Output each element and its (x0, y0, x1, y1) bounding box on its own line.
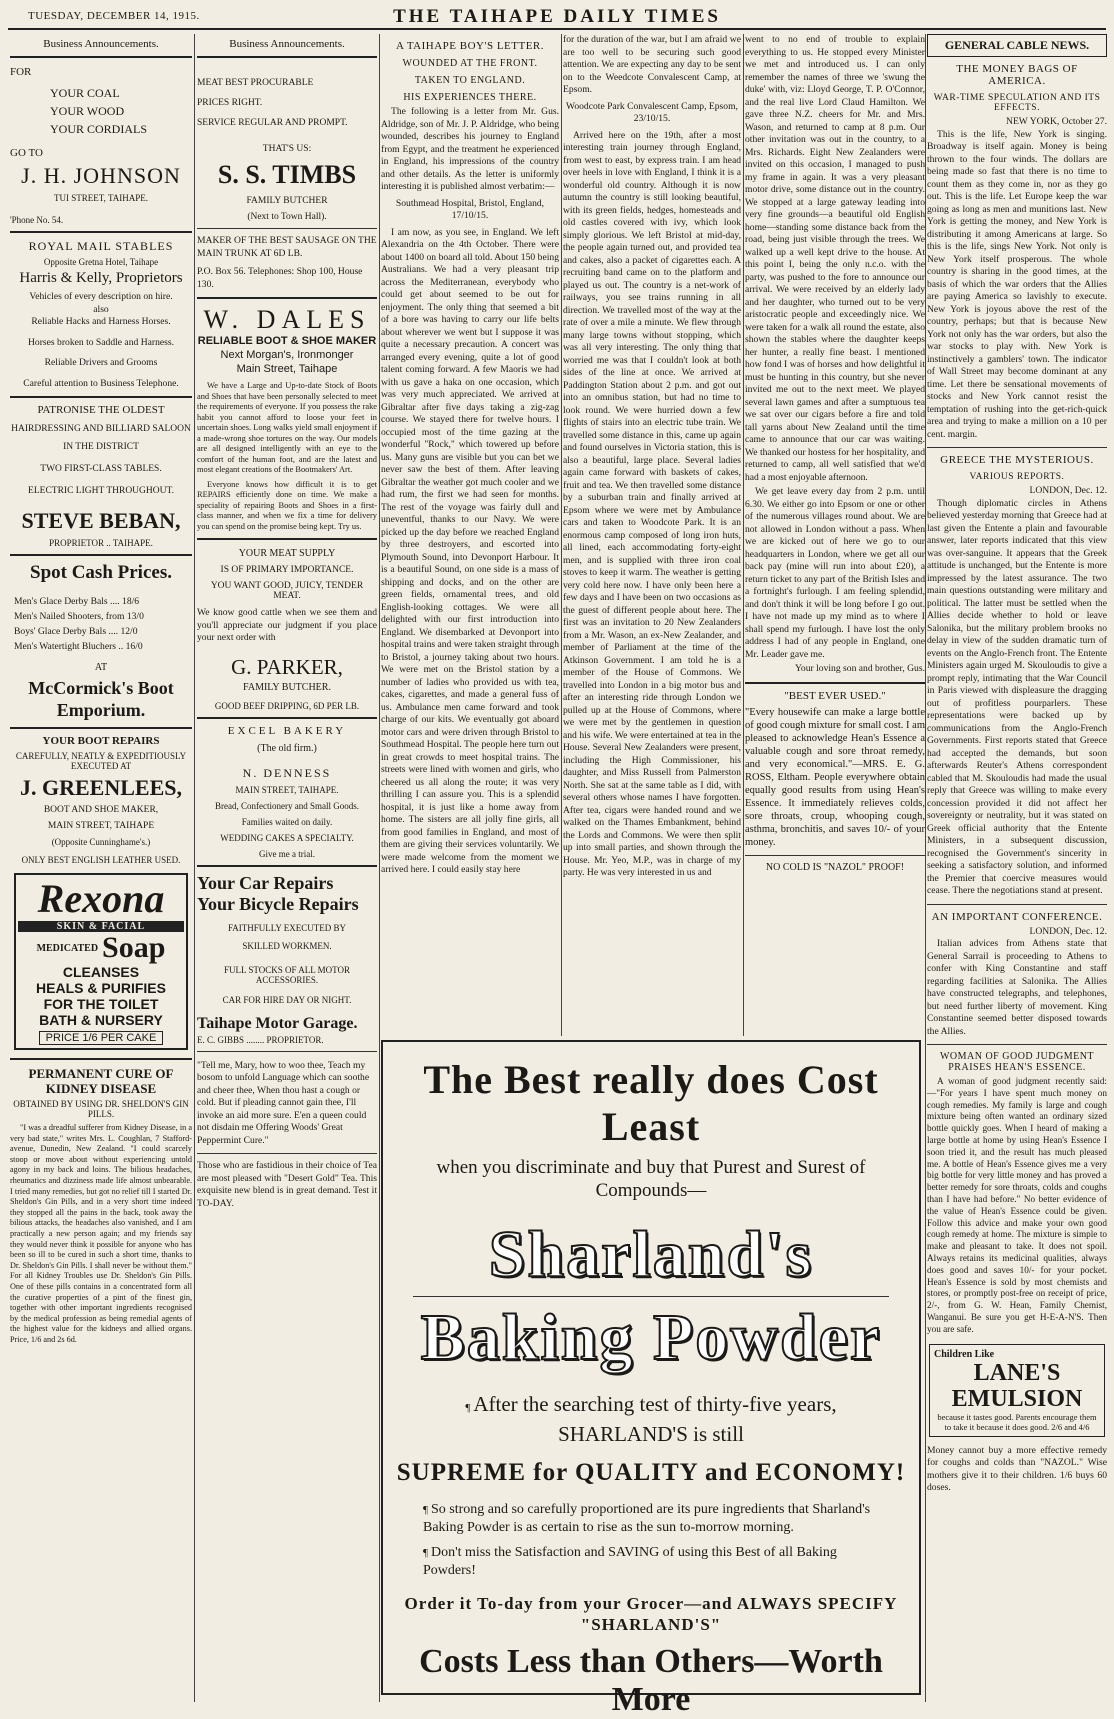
paragraph: I am now, as you see, in England. We left Alexandria on the 4th October. There were about 1400 on board all told. About 150 being Australians. We had a very pleasant trip across the Mediterranean, everybody who could get about seemed to be out for enjoyment. The only thing that seemed a bit of a bore was having to carry our life belts about wherever we went but I suppose it was quite a necessary precaution. A concert was arranged every evening, quite a lot of good talent coming forward. A few Maoris we had with us gave a haka on one occasion, which was very much appreciated. We arrived at Gibraltar after five days taking a zig-zag course. We stayed there for twelve hours. I occupied most of the time gazing at the wonderful "Rock," which towered up before us. Many guns are visible but you can bet we never saw the best of them. After leaving Gibraltar the weather got much cooler and we had rum, the first we had seen for months. The rest of the voyage was fairly dull and uneventful, thanks to our Navy. We were picked up the day before we reached England by three destroyers, and escorted into Plymouth Sound, into Devonport Harbour. It is a beautiful Sound, on one side is a mass of shipping and docks, and on the other are green fields, ornamental trees, and old English-looking cottages. We were all delighted with our first introduction into England. We disembarked at Devonport into hospital trains and were taken straight through to Bristol, a journey taking about two hours. We were met on the Bristol station by a number of ladies who provided us with tea, cakes, cigarettes, and made a general fuss of us. Ambulance men came forward and took charge of our kits. We eventually got aboard motor cars and were driven through Bristol to Southmead Hospital. The people here turn out in great crowds to meet hospital trains. The streets were lined with women and girls, who cheered us all along the route; it was very thrilling I can assure you. This is a splendid hospital, it is just like a home away from home. The sisters are all jolly fine girls, all from good families in England, and most of them are giving their services voluntarily. We were made welcome from the moment we arrived here. I could easily stay here (381, 226, 559, 875)
ad-line: Careful attention to Business Telephone. (23, 377, 179, 389)
ad-text: CAREFULLY, NEATLY & EXPEDITIOUSLY EXECUTED AT (15, 751, 187, 771)
dateline: LONDON, Dec. 12. (1029, 925, 1107, 937)
ad-price: PRICE 1/6 PER CAKE (39, 1031, 164, 1045)
paragraph: Italian advices from Athens state that General Sarrail is proceeding to Athens to confer with King Constantine and staff regarding facilities at Salonika. The Allies have constructed telegraphs, and telephones, but need further liberty of movement. King Constantine seemed better disposed towards the Allies. (927, 938, 1107, 1037)
paragraph: The following is a letter from Mr. Gus. Aldridge, son of Mr. J. P. Aldridge, who being wounded, describes his journey to England from Egypt, and the treatment he experienced in England, his impressions of the country and other details. As the letter is uniformly interesting it is published almost verbatim:— (381, 106, 559, 192)
price-item: Boys' Glace Derby Bals .... 12/0 (14, 626, 138, 637)
section-heading: Business Announcements. (43, 38, 159, 50)
ad-text: FOR THE TOILET (43, 996, 159, 1012)
column-letter-part-1 (381, 34, 559, 1036)
ad-text: MEAT BEST PROCURABLE (197, 78, 314, 88)
article-subheading: WAR-TIME SPECULATION AND ITS EFFECTS. (933, 93, 1101, 113)
ad-subheadline: when you discriminate and buy that Purest and Surest of Compounds— (436, 1157, 866, 1201)
ad-johnson (10, 66, 192, 225)
ad-text: Main Street, Taihape (236, 363, 338, 375)
ad-text: AT (94, 662, 108, 673)
ad-text: (The old firm.) (257, 742, 317, 754)
ad-title: PERMANENT CURE OF KIDNEY DISEASE (28, 1066, 174, 1096)
ad-text: PRICES RIGHT. (197, 98, 263, 108)
ad-text: Bread, Confectionery and Small Goods. (215, 800, 359, 811)
ad-point (423, 1501, 879, 1536)
ad-name: LANE'S EMULSION (951, 1359, 1083, 1412)
column-rule (925, 34, 926, 1702)
ad-text: FULL STOCKS OF ALL MOTOR ACCESSORIES. (223, 964, 351, 985)
ad-claim-text: After the searching test of thirty-five years, SHARLAND'S is still (473, 1392, 837, 1446)
article-headline: A TAIHAPE BOY'S LETTER. (395, 40, 545, 52)
ad-text: because it tastes good. Parents encourage them to take it because it does good. 2/6 and 4/6 (937, 1411, 1097, 1432)
dateline: LONDON, Dec. 12. (1029, 485, 1107, 496)
ad-text: RELIABLE BOOT & SHOE MAKER (197, 335, 377, 347)
article-headline: THE MONEY BAGS OF AMERICA. (956, 63, 1078, 87)
ad-name: G. PARKER, (231, 654, 343, 679)
price-list (14, 594, 192, 654)
ad-text: SERVICE REGULAR AND PROMPT. (197, 118, 348, 128)
ad-text: IS OF PRIMARY IMPORTANCE. (220, 565, 354, 575)
ad-text: Give me a trial. (259, 848, 315, 859)
column-cable-news (927, 34, 1107, 1702)
article-headline: WOMAN OF GOOD JUDGMENT PRAISES HEAN'S ESSENCE. (939, 1051, 1095, 1073)
rexona-logo: Rexona (37, 876, 165, 921)
dateline: Woodcote Park Convalescent Camp, Epsom, 23/10/15. (566, 100, 738, 124)
ad-text: WEDDING CAKES A SPECIALTY. (220, 832, 354, 843)
ad-text: E. C. GIBBS ........ PROPRIETOR. (197, 1034, 324, 1045)
ad-rexona (14, 873, 188, 1050)
ad-desert-gold-tea: Those who are fastidious in their choice of Tea are most pleased with "Desert Gold" Tea. This exquisite new blend is in great demand. Test it TO-DAY. (197, 1160, 377, 1209)
ad-mccormicks (10, 562, 192, 721)
section-heading: GENERAL CABLE NEWS. (927, 34, 1107, 57)
ad-text: P.O. Box 56. Telephones: Shop 100, House 130. (197, 266, 363, 290)
paragraph: A woman of good judgment recently said:—"For years I have spent much money on cough remedies. My family is large and cough mixture being often wanted an ordinary sized bottle quickly goes. When I heard of making a large bottle at home by using Hean's Essence I soon tried it, and the result has much pleased me. A bottle of Hean's Essence gives me a very big bottle for very little money and has proved a better remedy for sore throats, colds and coughs than I have had before." No better evidence of the value of Hean's Essence could be given. Follow this advice and make your own good cough remedy at home. The mixture is simple to make and pleasant to take. It does not spoil. Always retains its medicinal qualities, always does good and saves 10/- for your pocket. Hean's Essence is sold by most chemists and stores, or promptly post-free on receipt of price, 2/-, from G. W. Hean, Family Chemist, Wanganui. Be sure you get H-E-A-N'S. Then you are safe. (927, 1076, 1107, 1334)
ad-line: Reliable Drivers and Grooms (44, 357, 158, 368)
ad-supreme: SUPREME for QUALITY and ECONOMY! (396, 1459, 906, 1486)
ad-text: ELECTRIC LIGHT THROUGHOUT. (28, 486, 174, 496)
ad-text: CLEANSES (62, 964, 140, 980)
ad-text: MAIN STREET, TAIHAPE (47, 821, 155, 831)
paragraph: went to no end of trouble to explain everything to us. He stopped every Minister we met and introduced us. I can only remember the names of three we 'swung the duke' with, viz: Lloyd George, T. P. O'Connor, and the real live Lord Claud Hamilton. We gave three N.Z. cheers for Mr. and Mrs. Wason, and returned to camp at 8 p.m. Our other invitation was out in the country, to a Mrs. Richards. Eight New Zealanders were invited on this occasion, I managed to push my frame in again. It was a very pleasant motor drive, some distance out in the country. We stopped at a large gateway leading into very fine grounds—a beautiful old English home—standing some distance back from the road, being just visible through the trees. We walked up a well kept drive to the house. At this point I, being the only n.c.o. with the party, was pushed to the fore to announce our arrival. We were received by an elderly lady and her daughter, who turned out to be very aristocratic people and exceedingly nice. We were taken for a walk all round the estate, also shown the stables where the daughter keeps her hunter, a really fine beast. I mentioned how fond I was of horses and how delightful it must be hunting in this country, but she never invited me out to the next meet. We played several lawn games and after a sumptuous tea we sat over our cigars before a fire and told tall yarns about New Zealand until the time came to announce that our car was waiting. We thanked our hostess for her hospitality, and returned to camp, all well satisfied that we'd had a most enjoyable afternoon. (745, 34, 925, 483)
ad-text: SKILLED WORKMEN. (242, 940, 332, 951)
ad-greenlees (10, 735, 192, 865)
ad-text: YOUR BOOT REPAIRS (42, 735, 160, 747)
ad-royal-mail-stables (10, 239, 192, 390)
ad-text: (Opposite Cunninghame's.) (51, 837, 151, 847)
ad-order: Order it To-day from your Grocer—and ALWAYS SPECIFY "SHARLAND'S" (404, 1594, 898, 1634)
article-subheading: HIS EXPERIENCES THERE. (403, 92, 537, 103)
paragraph: Arrived here on the 19th, after a most interesting train journey through England, from west to east, by express train. I am head over heels in love with England, I think it is a wonderful old country. Although it is now autumn the country is still looking beautiful, with its green fields, hedges, homesteads and old castles covered with ivy, which look simply glorious. We left Bristol at mid-day, the people again turned out, and provided tea and cakes, also a packet of cigarettes each. A recruiting band came on to the platform and played us out. The country is a net-work of railways, you see trains running in all direction. We travelled most of the way at the rate of over a mile a minute. We flew through many large towns without stopping, which was all very interesting. The only thing that worried me was that I couldn't look at both sides of the line at once. We arrived at Paddington Station about 2 p.m. and got out into an omnibus station, but had no time to look round. We were hurried down a few flights of stairs into an electric tube train. We travelled some distance in this, came up again and found ourselves in Victoria station, this is also a beautiful, large place. Several ladies again came forward with baskets of cakes, fruit and tea. We then travelled some distance by a suburban train and finally arrived at Epsom where we were met by Ambulance cars and taken to Woodcote Park. It is an enormous camp composed of long iron huts, all lined, each accommodating forty-eight men, and is supplied with three iron coal stoves to keep it warm. The weather is getting very cold here now. I have only been here a few days and I have been on two occasions as the guest of different people about here. The first was an invitation to 20 New Zealanders from a Mr. Wason, an ex-New Zealander, and member of Parliament at the time of the Atkinson Government. I am told he is a member of the House of Commons. We travelled into London in a big motor bus and after an interesting ride through London we pulled up at the House of Commons, where we were met by the gentlemen in question and his wife. We were entertained at tea in the House. Several New Zealanders were present, including the High Commissioner, his daughter, and Miss Russell from Palmerston North. She sat at the same table as I did, with several others whose names I have forgotten. After tea, cigars were handed round and we walked on the Thames Embankment, behind the Lords and Commons. We were then split up into small parties, and shown through the House. Mr. Yeo, M.P., was in charge of my party. He was very interested in us and (563, 129, 741, 878)
column-rule (561, 34, 562, 1036)
price-item: Men's Watertight Bluchers .. 16/0 (14, 641, 143, 652)
price-item: Men's Nailed Shooters, from 13/0 (14, 611, 144, 622)
column-rule (379, 34, 380, 1702)
ad-text: HAIRDRESSING AND BILLIARD SALOON (11, 424, 191, 434)
ad-text: Opposite Gretna Hotel, Taihape (43, 257, 159, 267)
paragraph: Though diplomatic circles in Athens believed yesterday morning that Greece had at last given the Entente a plain and favourable answer, later reports indicated that this view was over-sanguine. It appears that the Greek attitude is unchanged, but the Entente is more impressed by the latest assurance. The two main questions outstanding were military and political. The latter must be settled when the Allies decide whether to hold or leave Salonika, but the military problem brooks no delay in view of the sudden dramatic turn of events on the Anglo-French front. The Entente Ministers again urged M. Skouloudis to give a prompt reply, intimating that the War Council in Paris viewed with displeasure the dragging out of profitless pourparlers. These representations were backed up by communications from the Anglo-French Governments. First reports stated that Greece had accepted the demands, but soon afterwards Reuter's Athens correspondent cabled that M. Skouloudis had made the usual reply that Greece was willing to make every concession provided it did not affect her sovereignty or neutrality, but it was stated on Greek official authority that the Entente Ministers, in a subsequent discussion, recognised the Government's sincerity in seeking a satisfactory solution, and informed the Premier that coercive measures would cease. There the negotiations stand at present. (927, 497, 1107, 896)
ad-name: Taihape Motor Garage. (197, 1014, 358, 1032)
ad-point-text: Don't miss the Satisfaction and SAVING of using this Best of all Baking Powders! (423, 1545, 837, 1578)
ad-text: BOOT AND SHOE MAKER, (43, 805, 159, 815)
ad-text: PROPRIETOR .. TAIHAPE. (49, 538, 153, 548)
article-body (381, 106, 559, 877)
ad-text: YOUR COAL (50, 86, 120, 100)
ad-text: Your Car Repairs (197, 872, 334, 893)
article-body (927, 926, 1107, 1039)
ad-headline: The Best really does Cost Least (423, 1057, 879, 1149)
ad-point-text: So strong and so carefully proportioned are its pure ingredients that Sharland's Baking Powder is as certain to rise as the sun to-morrow morning. (423, 1502, 871, 1535)
ad-name: McCormick's Boot Emporium. (28, 678, 174, 720)
ad-body (197, 381, 377, 532)
ad-brand: Sharland's (488, 1218, 814, 1291)
ad-text: YOUR WOOD (50, 104, 125, 118)
ad-text: THAT'S US: (262, 144, 312, 154)
article-subheading: TAKEN TO ENGLAND. (414, 75, 526, 86)
ad-lanes-emulsion (929, 1344, 1105, 1437)
newspaper-title: THE TAIHAPE DAILY TIMES (393, 6, 721, 27)
pilcrow-icon: ¶ (465, 1402, 471, 1414)
article-headline: AN IMPORTANT CONFERENCE. (931, 910, 1103, 923)
ad-name: W. DALES (203, 305, 371, 334)
article-subheading: VARIOUS REPORTS. (969, 472, 1065, 482)
ad-text: OBTAINED BY USING DR. SHELDON'S GIN PILLS. (13, 1099, 189, 1119)
ad-text: SKIN & FACIAL (18, 921, 184, 932)
ad-excel-bakery (197, 725, 377, 859)
ad-point (423, 1544, 879, 1579)
ad-name: J. GREENLEES, (20, 775, 182, 800)
ad-text: BATH & NURSERY (39, 1012, 163, 1028)
ad-text: Children Like (934, 1348, 995, 1360)
paragraph: We get leave every day from 2 p.m. until 6.30. We either go into Epsom or one or other of the numerous villages round about. We are not allowed in London without a pass. When we are kicked out of here we go to our headquarters in London, where we get all our back pay (mine will run into about £20), a return ticket to any part of the British Isles and a fortnight's furlough. I am feeling splendid, and don't think it will be long before I go out. I have not made up my mind as to where I shall spend my furlough. I have lost the only address I had of any people in England, one Mr. Leader gave me. (745, 486, 925, 660)
ad-nazol: NO COLD IS "NAZOL" PROOF! (765, 861, 905, 873)
ad-line: Horses broken to Saddle and Harness. (27, 336, 174, 348)
pilcrow-icon: ¶ (423, 1547, 428, 1559)
ad-name: Harris & Kelly, Proprietors (19, 270, 183, 286)
ad-text: FAMILY BUTCHER. (243, 681, 331, 693)
ad-text: 'Phone No. 54. (10, 215, 64, 225)
ad-text: TUI STREET, TAIHAPE. (54, 193, 148, 203)
ad-sausage (197, 235, 377, 291)
ad-text: TWO FIRST-CLASS TABLES. (40, 464, 162, 474)
article-body (927, 116, 1107, 441)
ad-text: Next Morgan's, Ironmonger (220, 349, 354, 361)
ad-line: also (93, 303, 109, 315)
ad-body (10, 1123, 192, 1345)
article-body (745, 34, 925, 676)
ad-text: FAMILY BUTCHER (246, 196, 328, 206)
ad-sheldon-gin-pills (10, 1066, 192, 1345)
signature: Your loving son and brother, Gus. (794, 663, 925, 674)
ad-title: Spot Cash Prices. (30, 562, 172, 583)
ad-name: N. DENNESS (242, 765, 332, 780)
paragraph: for the duration of the war, but I am afraid we are too well to be securing such good attention. We are expecting any day to be sent on to the Weedcote Convalescent Camp, at Epsom. (563, 34, 741, 95)
ad-text: MAKER OF THE BEST SAUSAGE ON THE MAIN TRUNK AT 6D LB. (197, 235, 377, 259)
section-heading: Business Announcements. (229, 38, 345, 50)
ad-body (10, 291, 192, 390)
paragraph: Everyone knows how difficult it is to get REPAIRS efficiently done on time. We make a speciality of repairing Boots and Shoes in a first-class manner, and when we fix a time for delivery you can spend on the promise being kept. Try us. (197, 479, 377, 531)
ad-text: GOOD BEEF DRIPPING, 6D PER LB. (214, 700, 360, 711)
paragraph: We have a Large and Up-to-date Stock of Boots and Shoes that have been personally selected to meet the requirements of everyone. If you possess the rake habit you cannot afford to loose your feet in uncertain shoes. Long walks yield small enjoyment if a made-wrong shoe tortures on the way. Our models are all designed intelligently with an eye to the comfort of the human foot, and are the latest and most elegant creations of the Bootmakers' Art. (197, 381, 377, 474)
dateline: NEW YORK, October 27. (1006, 116, 1107, 127)
column-business-2 (197, 34, 377, 1702)
ad-body: We know good cattle when we see them and you'll appreciate our judgment if you place your next order with (197, 607, 377, 643)
ad-claim (413, 1391, 889, 1447)
ad-text: Your Bicycle Repairs (197, 893, 359, 914)
article-body (927, 485, 1107, 898)
ad-text: Families waited on daily. (241, 816, 333, 827)
ad-name: STEVE BEBAN, (21, 508, 181, 533)
paragraph: This is the life, New York is singing. Broadway is itself again. Money is being thrown to the four winds. The dollars are being made so fast that there is no time to count them as they come in, nor as they go out. This is the life. Let Europe keep the war going as long as men and munitions last. New York is getting the money, and New York is distributing it among Americans at large. So this is the life, sings New York. Not only is New York itself prosperous. The whole country is sharing in the good times, at the basis of which the war orders that the Allies are paying America so lavishly to execute. New York is joyous above the rest of the country, perhaps; but that is because New York not only has the war orders, but also the war stocks to play with. New York is instinctively a gamblers' town. The indicator of Wall Street may become dominant at any time. Let there be sensational movements of stocks and New York cannot resist the temptation of rushing into the get-rich-quick area and trying to make a million on a 10 per cent. margin. (927, 128, 1107, 440)
article-body (927, 1076, 1107, 1336)
ad-text: MAIN STREET, TAIHAPE. (235, 784, 339, 795)
ad-line: Reliable Hacks and Harness Horses. (31, 316, 171, 327)
ad-name: S. S. TIMBS (217, 160, 357, 189)
paragraph: "I was a dreadful sufferer from Kidney Disease, in a very bad state," writes Mrs. L. Coughlan, 7 Stafford-avenue, Dunedin, New Zealand. "I could scarcely stoop or move about without experiencing untold agony in my back and loins. The bilious headaches, rheumatics and dizziness made life almost unbearable. I tried many remedies, but got no relief till I started Dr. Sheldon's Gin Pills, and in a very short time indeed they stopped all the pains in the back, took away the bilious attacks, the headaches also vanished, and I am practically a new person again; and my friends say they would never think it possible for anyone who has been so ill to be cured in such a short time, thanks to Dr. Sheldon's Gin Pills. I shall never be without them." For all Kidney Troubles use Dr. Sheldon's Gin Pills. One of these pills contains in a concentrated form all the curative properties of a pint of the finest gin, together with other important ingredients recognised by the medical profession as being remedial agents of the highest value for the kidneys and allied organs. Price, 1/6 and 2s 6d. (10, 1123, 192, 1344)
ad-timbs (197, 78, 377, 222)
ad-slogan: Costs Less than Others—Worth More (419, 1643, 883, 1718)
ad-text: MEDICATED (36, 942, 99, 954)
ad-text: HEALS & PURIFIES (36, 980, 166, 996)
ad-text: FOR (10, 66, 32, 78)
ad-text: (Next to Town Hall). (247, 212, 327, 222)
ad-parker (197, 548, 377, 711)
ad-sharlands-baking-powder (381, 1040, 921, 1718)
price-item: Men's Glace Derby Bals .... 18/6 (14, 596, 140, 607)
ad-text: YOUR MEAT SUPPLY (238, 548, 336, 559)
ad-text: PATRONISE THE OLDEST (37, 404, 165, 416)
ad-text: CAR FOR HIRE DAY OR NIGHT. (222, 994, 352, 1005)
ad-text: IN THE DISTRICT (63, 442, 139, 452)
ad-dales (197, 305, 377, 532)
column-letter-part-3 (745, 34, 925, 1036)
ad-text: ONLY BEST ENGLISH LEATHER USED. (21, 855, 181, 865)
column-business-1 (10, 34, 192, 1702)
column-letter-part-2 (563, 34, 741, 1036)
ad-text: FAITHFULLY EXECUTED BY (227, 922, 347, 933)
article-headline: GREECE THE MYSTERIOUS. (940, 454, 1094, 466)
dateline: Southmead Hospital, Bristol, England, 17/10/15. (395, 197, 545, 221)
ad-text: EXCEL BAKERY (227, 724, 347, 737)
column-rule (194, 34, 195, 1702)
ad-text: GO TO (10, 147, 43, 159)
ad-product: Baking Powder (420, 1301, 882, 1374)
article-subheading: WOUNDED AT THE FRONT. (402, 58, 538, 69)
ad-line: Vehicles of every description on hire. (29, 291, 173, 302)
ad-text: Soap (102, 931, 166, 964)
issue-date: TUESDAY, DECEMBER 14, 1915. (28, 10, 200, 22)
ad-heans-body: "Every housewife can make a large bottle of good cough mixture for small cost. I am pleased to acknowledge Hean's Essence a valuable cough and sore throat remedy, and very economical."—MRS. E. G. ROSS, Eltham. People everywhere obtain equally good results from using Hean's Essence. It immediately relieves colds, sore throats, croup, whooping cough, asthma, bronchitis, and saves 10/- of your money. (745, 706, 925, 848)
ad-motor-garage (197, 873, 377, 1045)
ad-steve-beban (10, 404, 192, 548)
ad-title: ROYAL MAIL STABLES (28, 239, 174, 253)
ad-nazol-small: Money cannot buy a more effective remedy for coughs and colds than "NAZOL." Wise mothers give it to their children. 1/6 buys 60 doses. (927, 1444, 1107, 1494)
pilcrow-icon: ¶ (423, 1504, 428, 1516)
ad-text: YOUR CORDIALS (50, 122, 148, 136)
ad-name: J. H. JOHNSON (21, 163, 181, 188)
column-rule (743, 34, 744, 1036)
masthead (8, 6, 1106, 30)
ad-text: YOU WANT GOOD, JUICY, TENDER MEAT. (210, 581, 364, 601)
ad-woods-peppermint-cure: "Tell me, Mary, how to woo thee, Teach my bosom to unfold Language which can soothe and cheer thee, When thou hast a cough or cold. But if pleading cannot gain thee, I'll invoke an aid more sure. E'en a queen could not disdain me Offering Woods' Great Peppermint Cure." (197, 1059, 370, 1146)
ad-heans-headline: "BEST EVER USED." (784, 689, 886, 702)
article-body (563, 34, 741, 880)
